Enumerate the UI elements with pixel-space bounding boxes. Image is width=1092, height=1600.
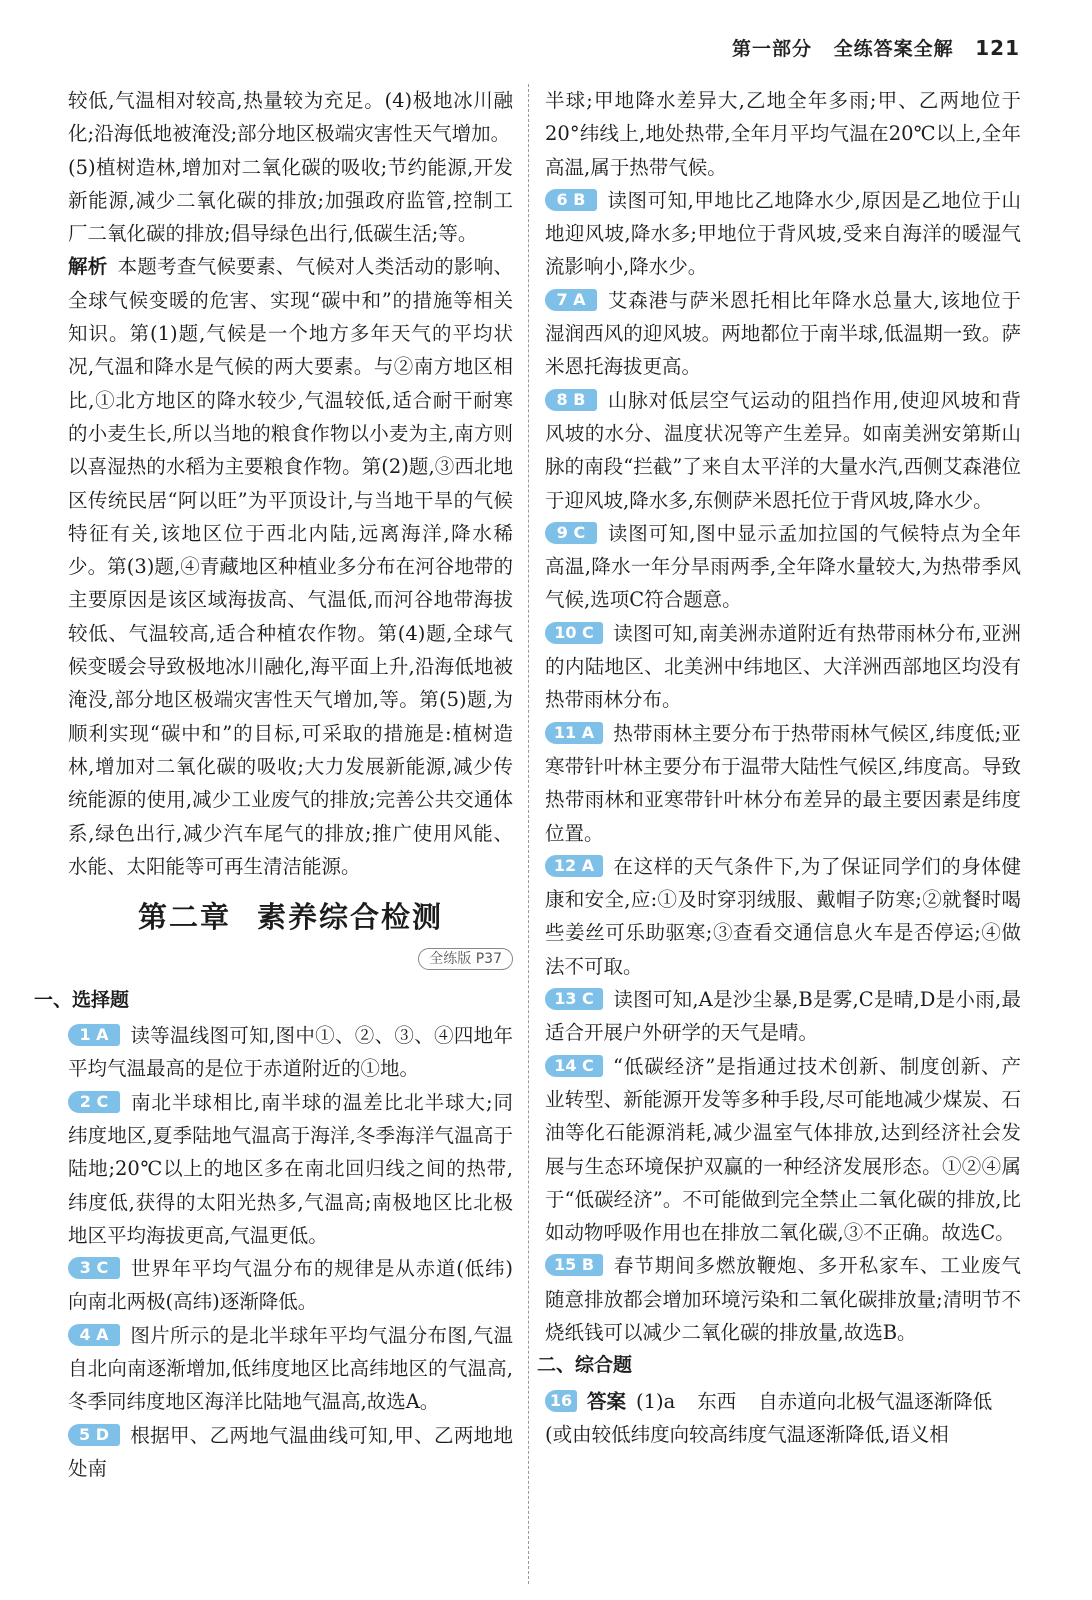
page-header <box>718 34 1020 61</box>
chapter-title <box>68 901 513 934</box>
question-16-answer <box>545 1385 1021 1418</box>
question-explanation: “低碳经济”是指通过技术创新、制度创新、产业转型、新能源开发等多种手段,尽可能地减少煤炭、石油等化石能源消耗,减少温室气体排放,达到经济社会发展与生态环境保护双赢的一种经济发展形态。①②④属于“低碳经济”。不可能做到完全禁止二氧化碳的排放,比如动物呼吸作用也在排放二氧化碳,③不正确。故选C。 <box>545 1054 1021 1245</box>
answer-badge: 11 A <box>545 722 603 744</box>
question-item <box>545 983 1021 1050</box>
analysis-label: 解析 <box>68 255 108 279</box>
question-item <box>545 284 1021 384</box>
answer-badge: 10 C <box>545 622 603 644</box>
section-heading-comprehensive: 二、综合题 <box>537 1354 633 1377</box>
question-explanation: 南北半球相比,南半球的温差比北半球大;同纬度地区,夏季陆地气温高于海洋,冬季海洋气温高于陆地;20℃以上的地区多在南北回归线之间的热带,纬度低,获得的太阳光热多,气温高;南极地区比北极地区平均海拔更高,气温更低。 <box>68 1090 513 1247</box>
right-column <box>537 84 1021 1451</box>
question-item <box>68 1419 513 1486</box>
left-column <box>34 84 513 1485</box>
question-explanation: 读等温线图可知,图中①、②、③、④四地年平均气温最高的是位于赤道附近的①地。 <box>68 1024 513 1081</box>
answer-part-2: 东西 <box>697 1389 737 1413</box>
answer-badge: 14 C <box>545 1055 603 1077</box>
question-explanation: 读图可知,A是沙尘暴,B是雾,C是晴,D是小雨,最适合开展户外研学的天气是晴。 <box>545 988 1021 1045</box>
answer-badge: 16 <box>545 1390 577 1412</box>
chapter-name: 素养综合检测 <box>257 900 444 935</box>
question-explanation: 在这样的天气条件下,为了保证同学们的身体健康和安全,应:①及时穿羽绒服、戴帽子防寒;②就餐时喝些姜丝可乐助驱寒;③查看交通信息火车是否停运;④做法不可取。 <box>545 854 1021 978</box>
question-explanation: 世界年平均气温分布的规律是从赤道(低纬)向南北两极(高纬)逐渐降低。 <box>68 1257 513 1314</box>
question-item <box>545 617 1021 717</box>
question-item <box>545 184 1021 284</box>
answer-badge: 15 B <box>545 1254 603 1276</box>
question-item <box>545 1050 1021 1250</box>
question-item <box>68 1019 513 1086</box>
continued-paragraph: 半球;甲地降水差异大,乙地全年多雨;甲、乙两地位于20°纬线上,地处热带,全年月平均气温在20℃以上,全年高温,属于热带气候。 <box>545 89 1021 179</box>
answer-badge: 13 C <box>545 988 603 1010</box>
question-explanation: 山脉对低层空气运动的阻挡作用,使迎风坡和背风坡的水分、温度状况等产生差异。如南美洲安第斯山脉的南段“拦截”了来自太平洋的大量水汽,西侧艾森港位于迎风坡,降水多,东侧萨米恩托位于背风坡,降水少。 <box>545 388 1021 512</box>
question-item <box>545 384 1021 517</box>
question-16-answer-continued: (或由较低纬度向较高纬度气温逐渐降低,语义相 <box>545 1422 949 1446</box>
answer-paragraph-4: 较低,气温相对较高,热量较为充足。(4)极地冰川融化;沿海低地被淹没;部分地区极端灾害性天气增加。 <box>68 89 513 146</box>
answer-badge: 5 D <box>68 1424 120 1446</box>
answer-badge: 8 B <box>545 389 597 411</box>
question-explanation: 图片所示的是北半球年平均气温分布图,气温自北向南逐渐增加,低纬度地区比高纬地区的气温高,冬季同纬度地区海洋比陆地气温高,故选A。 <box>68 1323 513 1414</box>
question-explanation: 读图可知,南美洲赤道附近有热带雨林分布,亚洲的内陆地区、北美洲中纬地区、大洋洲西部地区均没有热带雨林分布。 <box>545 621 1021 712</box>
question-item <box>545 517 1021 617</box>
question-item <box>68 1252 513 1319</box>
answer-badge: 12 A <box>545 855 603 877</box>
answer-paragraph-5: (5)植树造林,增加对二氧化碳的吸收;节约能源,开发新能源,减少二氧化碳的排放;加强政府监管,控制工厂二氧化碳的排放;倡导绿色出行,低碳生活;等。 <box>68 155 513 246</box>
reference-tag <box>68 940 513 973</box>
reference-tag-label: 全练版 P37 <box>418 948 513 970</box>
question-explanation: 热带雨林主要分布于热带雨林气候区,纬度低;亚寒带针叶林主要分布于温带大陆性气候区,纬度高。导致热带雨林和亚寒带针叶林分布差异的最主要因素是纬度位置。 <box>545 721 1021 845</box>
answer-badge: 9 C <box>545 522 597 544</box>
section-heading-choice: 一、选择题 <box>34 988 130 1011</box>
answer-badge: 6 B <box>545 189 597 211</box>
question-explanation: 读图可知,图中显示孟加拉国的气候特点为全年高温,降水一年分旱雨两季,全年降水量较大,为热带季风气候,选项C符合题意。 <box>545 521 1021 612</box>
question-item <box>545 1249 1021 1349</box>
question-explanation: 根据甲、乙两地气温曲线可知,甲、乙两地地处南 <box>68 1423 513 1480</box>
analysis-paragraph <box>68 250 513 883</box>
question-explanation: 读图可知,甲地比乙地降水少,原因是乙地位于山地迎风坡,降水多;甲地位于背风坡,受来自海洋的暖湿气流影响小,降水少。 <box>545 188 1021 279</box>
page-number: 121 <box>975 36 1020 60</box>
answer-label: 答案 <box>587 1389 627 1413</box>
chapter-number: 第二章 <box>137 900 231 935</box>
answer-badge: 3 C <box>68 1257 120 1279</box>
question-item <box>545 717 1021 850</box>
question-item <box>68 1319 513 1419</box>
header-title: 全练答案全解 <box>833 38 954 60</box>
column-divider <box>528 84 529 1584</box>
header-part: 第一部分 <box>731 38 812 60</box>
answer-badge: 4 A <box>68 1324 120 1346</box>
question-item <box>545 850 1021 983</box>
answer-part-1: (1)a <box>636 1389 676 1413</box>
question-explanation: 艾森港与萨米恩托相比年降水总量大,该地位于湿润西风的迎风坡。两地都位于南半球,低温期一致。萨米恩托海拔更高。 <box>545 288 1021 379</box>
answer-badge: 1 A <box>68 1024 120 1046</box>
answer-badge: 2 C <box>68 1091 120 1113</box>
answer-part-3: 自赤道向北极气温逐渐降低 <box>758 1389 993 1413</box>
question-explanation: 春节期间多燃放鞭炮、多开私家车、工业废气随意排放都会增加环境污染和二氧化碳排放量;清明节不烧纸钱可以减少二氧化碳的排放量,故选B。 <box>545 1254 1021 1344</box>
answer-badge: 7 A <box>545 289 597 311</box>
analysis-text: 本题考查气候要素、气候对人类活动的影响、全球气候变暖的危害、实现“碳中和”的措施等相关知识。第(1)题,气候是一个地方多年天气的平均状况,气温和降水是气候的两大要素。与②南方地区相比,①北方地区的降水较少,气温较低,适合耐干耐寒的小麦生长,所以当地的粮食作物以小麦为主,南方则以喜湿热的水稻为主要粮食作物。第(2)题,③西北地区传统民居“阿以旺”为平顶设计,与当地干旱的气候特征有关,该地区位于西北内陆,远离海洋,降水稀少。第(3)题,④青藏地区种植业多分布在河谷地带的主要原因是该区域海拔高、气温低,而河谷地带海拔较低、气温较高,适合种植农作物。第(4)题,全球气候变暖会导致极地冰川融化,海平面上升,沿海低地被淹没,部分地区极端灾害性天气增加,等。第(5)题,为顺利实现“碳中和”的目标,可采取的措施是:植树造林,增加对二氧化碳的吸收;大力发展新能源,减少传统能源的使用,减少工业废气的排放;完善公共交通体系,绿色出行,减少汽车尾气的排放;推广使用风能、水能、太阳能等可再生清洁能源。 <box>68 255 513 878</box>
question-item <box>68 1086 513 1252</box>
